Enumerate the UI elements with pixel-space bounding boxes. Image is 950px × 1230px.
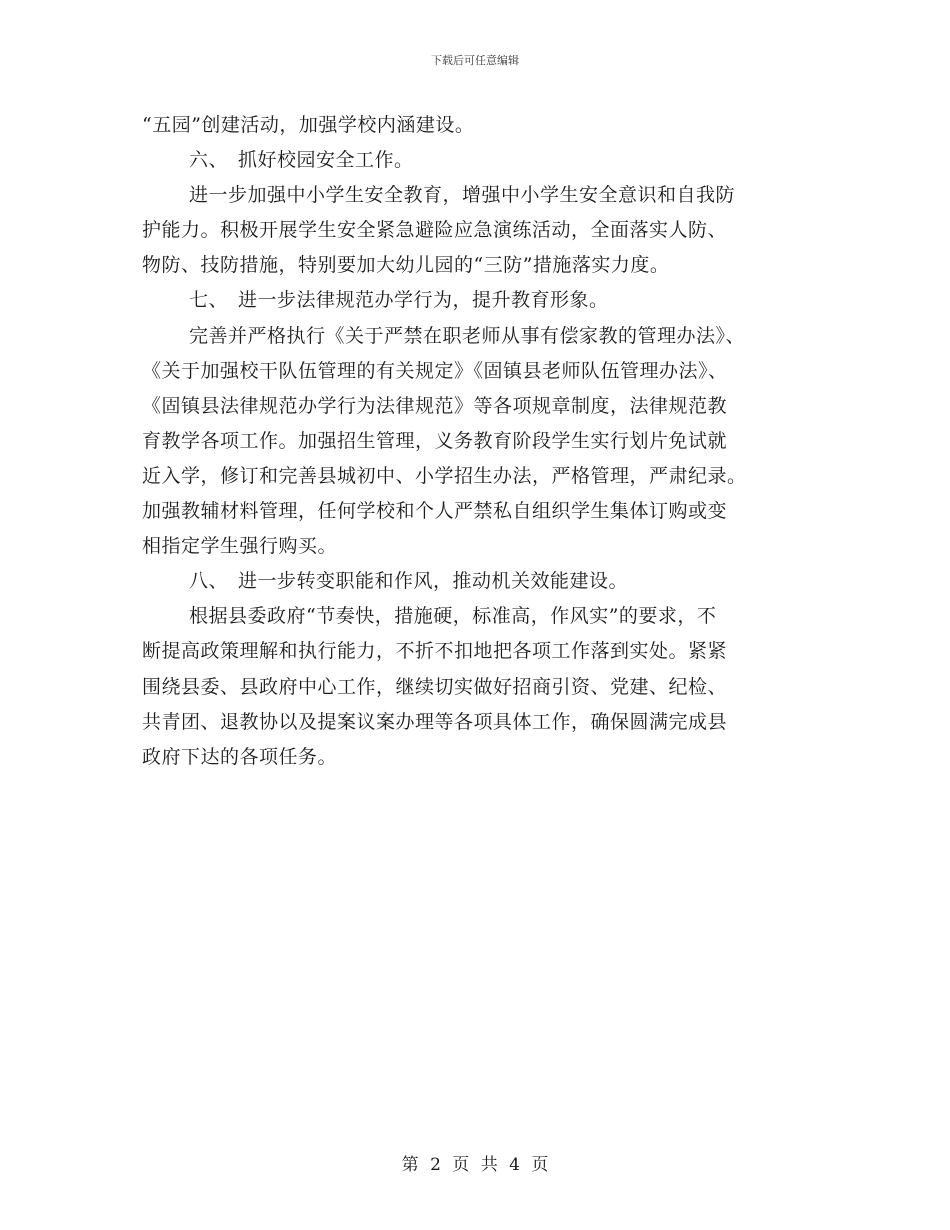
- document-body: [142, 108, 812, 775]
- text-line-11: 近入学，修订和完善县城初中、小学招生办法，严格管理，严肃纪录。: [142, 464, 747, 487]
- text-line-10: 育教学各项工作。加强招生管理，义务教育阶段学生实行划片免试就: [142, 429, 728, 452]
- footer-suffix: 页: [531, 1155, 549, 1175]
- footer-total-word: 共: [480, 1155, 498, 1175]
- text-line-9: 《固镇县法律规范办学行为法律规范》等各项规章制度，法律规范教: [142, 394, 728, 417]
- text-line-16: 断提高政策理解和执行能力，不折不扣地把各项工作落到实处。紧紧: [142, 640, 728, 663]
- text-line-17: 围绕县委、县政府中心工作，继续切实做好招商引资、党建、纪检、: [142, 675, 728, 698]
- text-line-8: 《关于加强校干队伍管理的有关规定》《固镇县老师队伍管理办法》、: [142, 359, 728, 382]
- text-line-4: 护能力。积极开展学生安全紧急避险应急演练活动，全面落实人防、: [142, 219, 728, 242]
- page-footer: [0, 1153, 950, 1177]
- text-line-3: 进一步加强中小学生安全教育，增强中小学生安全意识和自我防: [189, 184, 736, 207]
- footer-prefix: 第: [401, 1155, 419, 1175]
- section-heading-6: 六、 抓好校园安全工作。: [189, 149, 414, 172]
- section-heading-7: 七、 进一步法律规范办学行为，提升教育形象。: [189, 289, 609, 312]
- text-line-18: 共青团、退教协以及提案议案办理等各项具体工作，确保圆满完成县: [142, 710, 728, 733]
- text-line-1: “五园”创建活动，加强学校内涵建设。: [142, 114, 475, 136]
- text-line-15: 根据县委政府“节奏快，措施硬，标准高，作风实”的要求，不: [189, 605, 717, 628]
- page-header: [0, 53, 950, 69]
- text-line-5: 物防、技防措施，特别要加大幼儿园的“三防”措施落实力度。: [142, 254, 670, 277]
- text-line-13: 相指定学生强行购买。: [142, 535, 338, 558]
- header-text: 下载后可任意编辑: [431, 54, 519, 67]
- footer-page-word: 页: [452, 1155, 470, 1175]
- text-line-12: 加强教辅材料管理，任何学校和个人严禁私自组织学生集体订购或变: [142, 500, 728, 523]
- text-line-19: 政府下达的各项任务。: [142, 745, 338, 768]
- footer-current-page: 2: [430, 1155, 441, 1175]
- footer-total-pages: 4: [509, 1155, 520, 1175]
- section-heading-8: 八、 进一步转变职能和作风，推动机关效能建设。: [189, 570, 629, 593]
- text-line-7: 完善并严格执行《关于严禁在职老师从事有偿家教的管理办法》、: [189, 324, 746, 347]
